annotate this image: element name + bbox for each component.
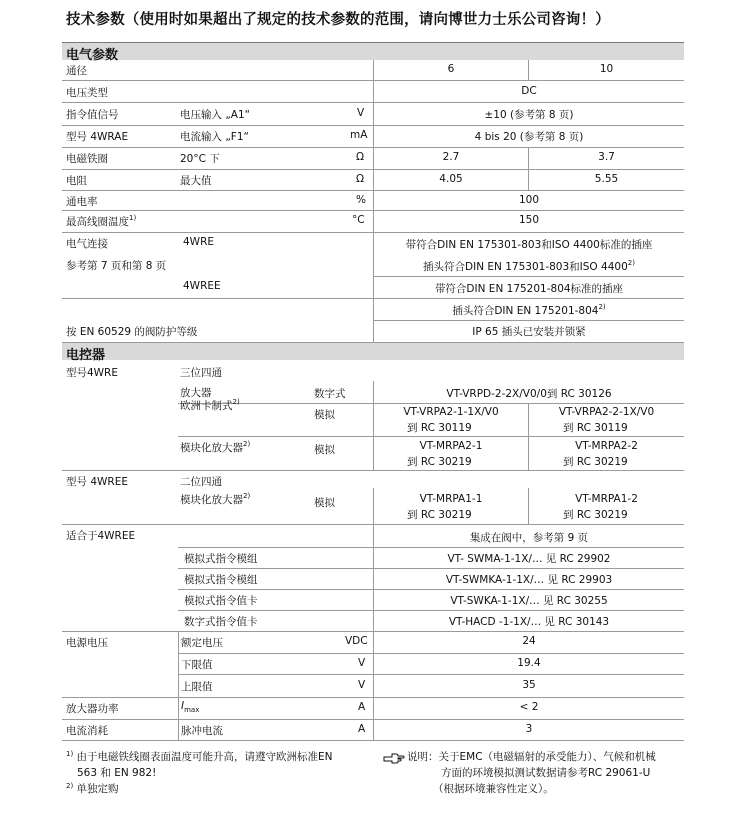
connection-ref: 参考第 7 页和第 8 页 bbox=[66, 260, 167, 272]
section-heading-controller: 电控器 bbox=[66, 348, 106, 363]
supply-row-name: 上限值 bbox=[181, 681, 213, 693]
wree-analog-label: 模拟 bbox=[314, 497, 335, 509]
current-input-sub: 电流输入 „F1“ bbox=[180, 131, 249, 143]
max-coil-temp-value: 150 bbox=[518, 214, 540, 226]
pulse-current-label: 脉冲电流 bbox=[181, 725, 223, 737]
connection-type-4wre: 4WRE bbox=[183, 236, 214, 248]
duty-value: 100 bbox=[518, 194, 540, 206]
modular-analog-label: 模拟 bbox=[314, 444, 335, 456]
type-4wree-ways: 二位四通 bbox=[180, 476, 222, 488]
amp-power-value: < 2 bbox=[519, 701, 539, 713]
coil-value-10: 3.7 bbox=[598, 151, 615, 163]
supply-row-name: 下限值 bbox=[181, 659, 213, 671]
suitable-row-name: 数字式指令值卡 bbox=[184, 616, 258, 628]
wree-modular-amp-label: 模块化放大器$^{2)}$ bbox=[180, 492, 251, 506]
amp-power-symbol: $I_{max}$ bbox=[181, 700, 200, 715]
digital-amplifier-value: VT-VRPD-2-2X/V0/0到 RC 30126 bbox=[446, 388, 612, 400]
suitable-4wree-label: 适合于4WREE bbox=[66, 530, 136, 542]
wree-modular-amp-10-ref: 到 RC 30219 bbox=[563, 509, 628, 521]
duty-label: 通电率 bbox=[66, 196, 98, 208]
protection-label: 按 EN 60529 的阀防护等级 bbox=[66, 326, 198, 338]
modular-amp-6-ref: 到 RC 30219 bbox=[407, 456, 472, 468]
nominal-size-label: 通径 bbox=[66, 65, 87, 77]
euro-card-label: 欧洲卡制式$^{2)}$ bbox=[180, 398, 240, 412]
supply-row-unit: VDC bbox=[345, 635, 368, 647]
pulse-current-value: 3 bbox=[525, 723, 533, 735]
supply-row-unit: V bbox=[358, 657, 366, 669]
command-signal-sub: 电压输入 „A1“ bbox=[180, 109, 251, 121]
voltage-type-label: 电压类型 bbox=[66, 87, 108, 99]
type-4wre-label: 型号4WRE bbox=[66, 367, 118, 379]
nominal-size-10: 10 bbox=[599, 63, 614, 75]
supply-row-unit: V bbox=[358, 679, 366, 691]
max-coil-temp-label: 最高线圈温度$^{1)}$ bbox=[66, 214, 137, 228]
suitable-row-name: 模拟式指令模组 bbox=[184, 553, 258, 565]
amp-power-label: 放大器功率 bbox=[66, 703, 119, 715]
amplifier-label: 放大器 bbox=[180, 387, 212, 399]
resistance-value-10: 5.55 bbox=[594, 173, 619, 185]
suitable-row-value: VT-SWMKA-1-1X/… 见 RC 29903 bbox=[445, 574, 613, 586]
analog-label: 模拟 bbox=[314, 409, 335, 421]
suitable-row-name: 模拟式指令模组 bbox=[184, 574, 258, 586]
footnote-2: $^{2)}$ 单独定购 bbox=[66, 782, 119, 795]
protection-value: IP 65 插头已安装并锁紧 bbox=[472, 326, 586, 338]
suitable-row-name: 模拟式指令值卡 bbox=[184, 595, 258, 607]
resistance-unit: Ω bbox=[356, 173, 365, 185]
footnote-1: $^{1)}$ 由于电磁铁线圈表面温度可能升高，请遵守欧洲标准EN bbox=[66, 750, 333, 763]
digital-label: 数字式 bbox=[314, 388, 346, 400]
supply-row-name: 额定电压 bbox=[181, 637, 223, 649]
supply-row-value: 19.4 bbox=[517, 657, 541, 669]
wree-modular-amp-6-ref: 到 RC 30219 bbox=[407, 509, 472, 521]
type-4wree-label: 型号 4WREE bbox=[66, 476, 128, 488]
modular-amp-10-ref: 到 RC 30219 bbox=[563, 456, 628, 468]
section-heading-electrical: 电气参数 bbox=[66, 48, 119, 63]
pulse-current-unit: A bbox=[358, 723, 366, 735]
command-signal-unit: V bbox=[357, 107, 365, 119]
coil-sub: 20°C 下 bbox=[180, 153, 220, 165]
page-title: 技术参数（使用时如果超出了规定的技术参数的范围，请向博世力士乐公司咨询！） bbox=[66, 12, 610, 28]
analog-euro-10-ref: 到 RC 30119 bbox=[563, 422, 628, 434]
connection-label: 电气连接 bbox=[66, 238, 108, 250]
command-signal-value: ±10 (参考第 8 页) bbox=[484, 109, 574, 121]
supply-row-value: 35 bbox=[522, 679, 536, 691]
type-4wre-ways: 三位四通 bbox=[180, 367, 222, 379]
coil-unit: Ω bbox=[356, 151, 365, 163]
current-input-value: 4 bis 20 (参考第 8 页) bbox=[474, 131, 584, 143]
modular-amp-label: 模块化放大器$^{2)}$ bbox=[180, 440, 251, 454]
max-coil-temp-unit: °C bbox=[352, 214, 365, 226]
current-input-unit: mA bbox=[350, 129, 368, 141]
nominal-size-6: 6 bbox=[447, 63, 455, 75]
connection-4wre-socket: 带符合DIN EN 175301-803和ISO 4400标准的插座 bbox=[405, 239, 653, 251]
resistance-value-6: 4.05 bbox=[439, 173, 463, 185]
footnote-1-cont: 563 和 EN 982! bbox=[77, 767, 157, 779]
note-line-1: 说明：关于EMC（电磁辐射的承受能力）、气候和机械 bbox=[407, 751, 656, 763]
connection-4wree-socket: 带符合DIN EN 175201-804标准的插座 bbox=[434, 283, 624, 295]
resistance-sub: 最大值 bbox=[180, 175, 212, 187]
coil-value-6: 2.7 bbox=[442, 151, 460, 163]
suitable-4wree-value: 集成在阀中，参考第 9 页 bbox=[469, 532, 589, 544]
connection-type-4wree: 4WREE bbox=[183, 280, 221, 292]
current-consumption-label: 电流消耗 bbox=[66, 725, 108, 737]
duty-unit: % bbox=[356, 194, 366, 206]
supply-row-value: 24 bbox=[522, 635, 536, 647]
connection-4wre-plug: 插头符合DIN EN 175301-803和ISO 4400$^{2)}$ bbox=[423, 259, 635, 273]
supply-voltage-label: 电源电压 bbox=[66, 637, 108, 649]
suitable-row-value: VT-HACD -1-1X/… 见 RC 30143 bbox=[448, 616, 610, 628]
modular-amp-6: VT-MRPA2-1 bbox=[419, 440, 483, 452]
note-line-2: 方面的环境模拟测试数据请参考RC 29061-U bbox=[441, 767, 651, 779]
modular-amp-10: VT-MRPA2-2 bbox=[575, 440, 638, 452]
wree-modular-amp-10: VT-MRPA1-2 bbox=[575, 493, 638, 505]
suitable-row-value: VT-SWKA-1-1X/… 见 RC 30255 bbox=[450, 595, 608, 607]
voltage-type-value: DC bbox=[521, 85, 537, 97]
resistance-label: 电阻 bbox=[66, 175, 87, 187]
wree-modular-amp-6: VT-MRPA1-1 bbox=[419, 493, 483, 505]
note-line-3: （根据环境兼容性定义）。 bbox=[433, 783, 554, 795]
connection-4wree-plug: 插头符合DIN EN 175201-804$^{2)}$ bbox=[452, 303, 606, 317]
command-signal-label: 指令值信号 bbox=[66, 109, 119, 121]
amp-power-unit: A bbox=[358, 701, 366, 713]
suitable-row-value: VT- SWMA-1-1X/… 见 RC 29902 bbox=[447, 553, 611, 565]
type-4wrae-label: 型号 4WRAE bbox=[66, 131, 129, 143]
coil-label: 电磁铁圈 bbox=[66, 153, 108, 165]
analog-euro-10: VT-VRPA2-2-1X/V0 bbox=[558, 406, 655, 418]
analog-euro-6-ref: 到 RC 30119 bbox=[407, 422, 472, 434]
hand-pointing-icon bbox=[383, 752, 405, 767]
analog-euro-6: VT-VRPA2-1-1X/V0 bbox=[403, 406, 499, 418]
